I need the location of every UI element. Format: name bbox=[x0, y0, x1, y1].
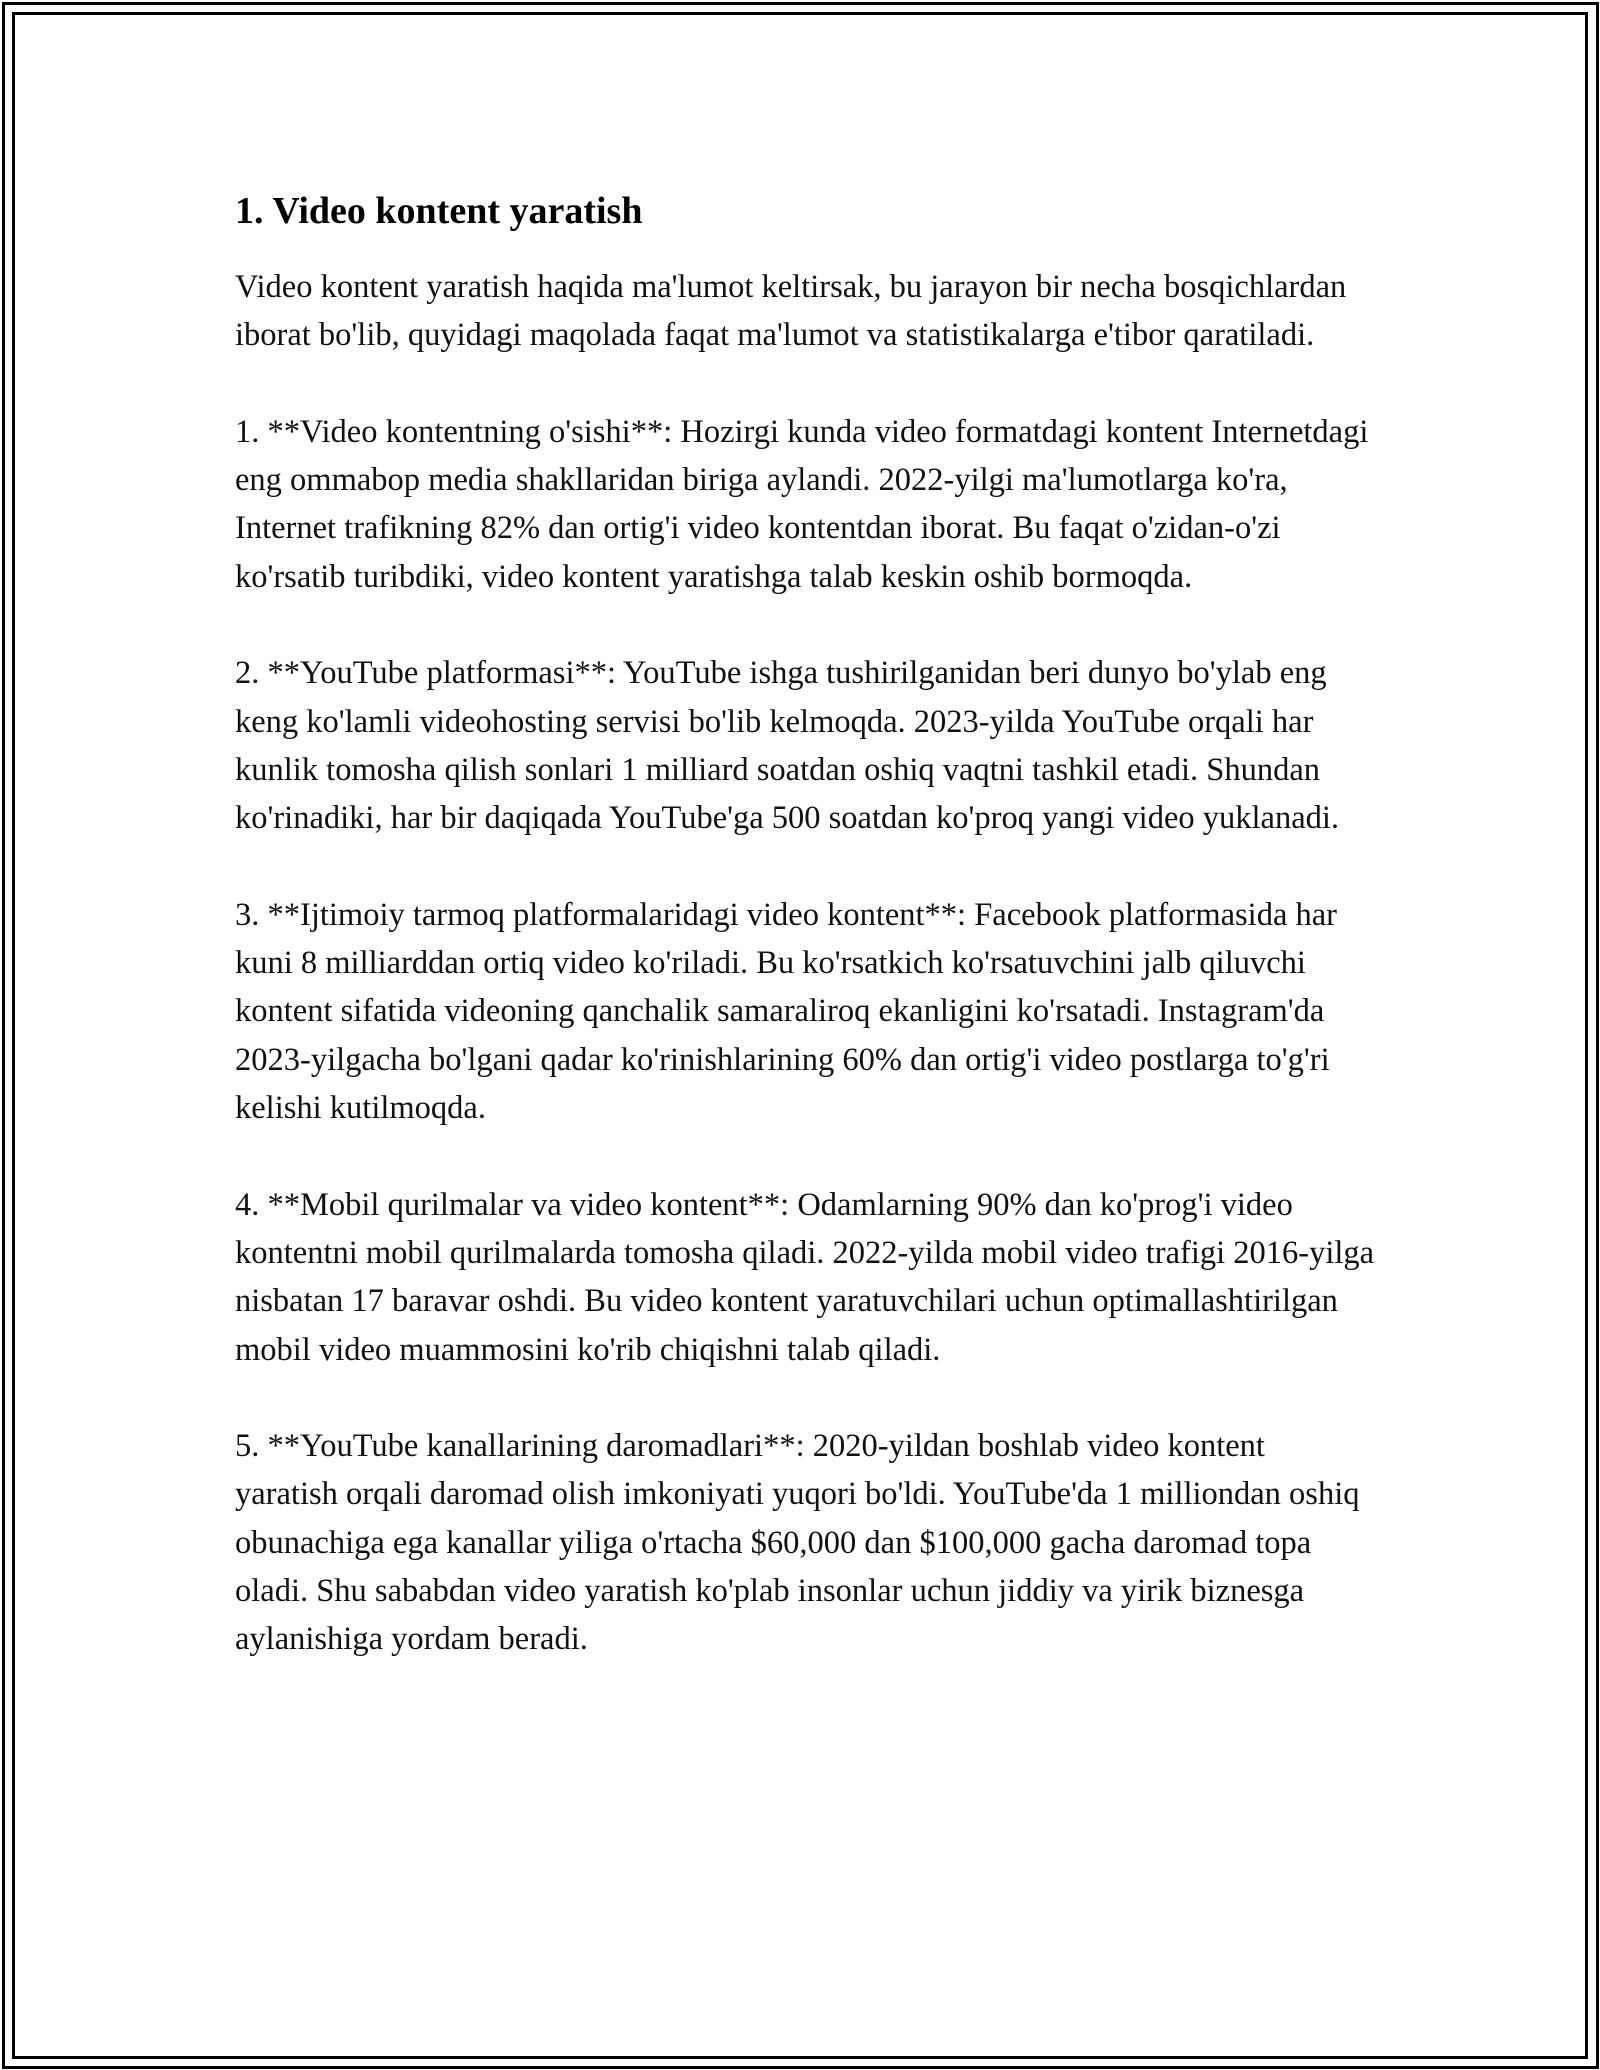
paragraph-social-media-video: 3. **Ijtimoiy tarmoq platformalaridagi video kontent**: Facebook platformasida har kuni 8 milliarddan ortiq video ko'riladi. Bu ko'rsatkich ko'rsatuvchini jalb qiluvchi kontent sifatida videoning qanchalik samaraliroq ekanligini ko'rsatadi. Instagram'da 2023-yilgacha bo'lgani qadar ko'rinishlarining 60% dan ortig'i video postlarga to'g'ri kelishi kutilmoqda. bbox=[235, 896, 1338, 1127]
paragraph-youtube-revenue: 5. **YouTube kanallarining daromadlari**: 2020-yildan boshlab video kontent yaratish orqali daromad olish imkoniyati yuqori bo'ldi. YouTube'da 1 milliondan oshiq obunachiga ega kanallar yiliga o'rtacha $60,000 dan $100,000 gacha daromad topa oladi. Shu sababdan video yaratish ko'plab insonlar uchun jiddiy va yirik biznesga aylanishiga yordam beradi. bbox=[235, 1428, 1360, 1658]
paragraph-mobile-video: 4. **Mobil qurilmalar va video kontent**: Odamlarning 90% dan ko'prog'i video kontentni mobil qurilmalarda tomosha qiladi. 2022-yilda mobil video trafigi 2016-yilga nisbatan 17 baravar oshdi. Bu video kontent yaratuvchilari uchun optimallashtirilgan mobil video muammosini ko'rib chiqishni talab qiladi. bbox=[235, 1186, 1375, 1368]
intro-paragraph: Video kontent yaratish haqida ma'lumot keltirsak, bu jarayon bir necha bosqichlardan iborat bo'lib, quyidagi maqolada faqat ma'lumot va statistikalarga e'tibor qaratiladi. bbox=[235, 269, 1347, 354]
paragraph-video-growth: 1. **Video kontentning o'sishi**: Hozirgi kunda video formatdagi kontent Internetdagi eng ommabop media shakllaridan biriga aylandi. 2022-yilgi ma'lumotlarga ko'ra, Internet trafikning 82% dan ortig'i video kontentdan iborat. Bu faqat o'zidan-o'zi ko'rsatib turibdiki, video kontent yaratishga talab keskin oshib bormoqda. bbox=[235, 413, 1369, 595]
paragraph-youtube-platform: 2. **YouTube platformasi**: YouTube ishga tushirilganidan beri dunyo bo'ylab eng keng ko'lamli videohosting servisi bo'lib kelmoqda. 2023-yilda YouTube orqali har kunlik tomosha qilish sonlari 1 milliard soatdan oshiq vaqtni tashkil etadi. Shundan ko'rinadiki, har bir daqiqada YouTube'ga 500 soatdan ko'proq yangi video yuklanadi. bbox=[235, 655, 1340, 837]
document-title: 1. Video kontent yaratish bbox=[235, 190, 643, 232]
document-body bbox=[235, 185, 1375, 1712]
